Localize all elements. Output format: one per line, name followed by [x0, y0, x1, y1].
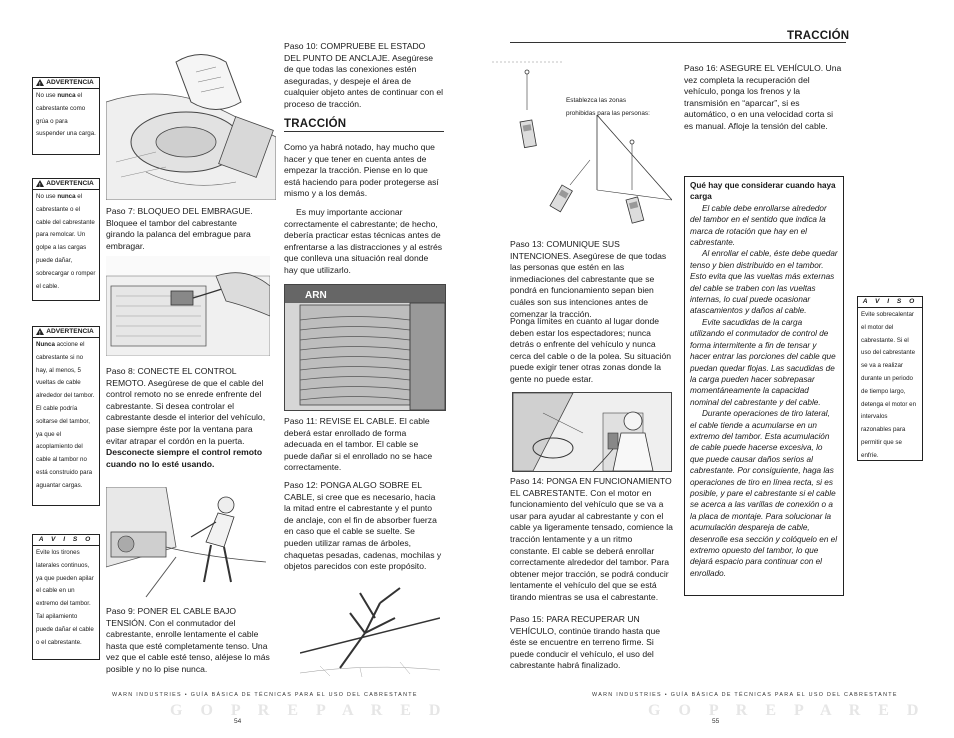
cable-drum-image: [285, 285, 445, 410]
step-15: Paso 15: PARA RECUPERAR UN VEHÍCULO, continúe tirando hasta que éste se encuentre en terreno firme. Si puede conducir el vehículo, el uso del cabrestante habrá finalizado.: [510, 614, 661, 671]
aviso-text: Evite sobrecalentar el motor del cabrestante. Si el uso del cabrestante se va a realizar durante un periodo de tiempo largo, detenga el motor en intervalos razonables para permitir que se enfríe.: [861, 311, 917, 459]
brand-right: G O P R E P A R E D: [648, 702, 926, 719]
section-heading-left: TRACCIÓN: [284, 118, 347, 130]
step-7: Paso 7: BLOQUEO DEL EMBRAGUE. Bloquee el tambor del cabrestante girando la palanca del embrague para embragar.: [106, 206, 253, 251]
section-heading-right: TRACCIÓN: [787, 30, 850, 42]
step-10: Paso 10: COMPRUEBE EL ESTADO DEL PUNTO DE ANCLAJE. Asegúrese de que todas las conexiones estén aseguradas, y despeje el área de cualquier objeto antes de continuar con el proceso de tracción.: [284, 41, 444, 109]
branch-illustration: [300, 578, 440, 678]
svg-text:ARN: ARN: [305, 290, 327, 301]
step-13: Paso 13: COMUNIQUE SUS INTENCIONES. Asegúrese de que todas las personas que estén en las inmediaciones del cabrestante que se pondrá en funcionamiento sepan bien cuáles son sus intenciones antes de comenzar la tracción.: [510, 239, 667, 319]
driver-image: [513, 393, 671, 471]
aviso-header: A V I S O: [858, 297, 922, 308]
warning-box-3: [32, 326, 100, 506]
step-13-paragraph: Ponga límites en cuanto al lugar donde deben estar los espectadores; nunca detrás o enfrente del vehículo y nunca cerca del cable o de la polea. Su situación puede exigir tener otras zonas donde la gente no puede estar.: [510, 316, 671, 384]
aviso-box-left: [32, 534, 100, 660]
warning-icon: !: [36, 79, 44, 86]
considerations-box: [684, 176, 844, 596]
step-12: Paso 12: PONGA ALGO SOBRE EL CABLE, si cree que es necesario, hacia la mitad entre el cabrestante y el punto de anclaje, con el fin de absorber fuerza en caso que el cable se suelte. Se pueden utilizar ramas de árboles, chaquetas pesadas, cadenas, mochilas y objetos parecidos con este propósito.: [284, 480, 442, 572]
warning-icon: !: [36, 328, 44, 335]
zones-caption: Establezca las zonas prohibidas para las personas:: [566, 97, 650, 117]
warning-box-2: [32, 178, 100, 301]
heading-rule-left: [284, 131, 444, 132]
footer-left: WARN INDUSTRIES • GUÍA BÁSICA DE TÉCNICAS PARA EL USO DEL CABRESTANTE: [112, 692, 418, 698]
branch-image: [300, 578, 440, 678]
driver-illustration: [512, 392, 672, 472]
warning-header: ! ADVERTENCIA: [33, 179, 99, 190]
warning-text: No use nunca el cabrestante como grúa o para suspender una carga.: [36, 92, 96, 138]
clutch-illustration: [106, 42, 276, 200]
step-9: Paso 9: PONER EL CABLE BAJO TENSIÓN. Con el conmutador del cabrestante, enrolle lentamente el cable hasta que esté completamente tenso. Una vez que el cable esté tenso, aléjese lo más posible y no lo pise nunca.: [106, 606, 270, 674]
intro-paragraph-2: Es muy importante accionar correctamente el cabrestante; de hecho, debería practicar estas técnicas antes de enfrentarse a las distracciones y al estrés que conlleva una situación real donde hay que utilizarlo.: [284, 207, 443, 275]
safety-zones-diagram: [492, 50, 672, 240]
brand-left: G O P R E P A R E D: [170, 702, 448, 719]
step-16: Paso 16: ASEGURE EL VEHÍCULO. Una vez completa la recuperación del vehículo, ponga los frenos y la transmisión en “aparcar”, si es automático, o en una velocidad corta si es manual. Afloje la tensión del cable.: [684, 63, 842, 131]
warning-text: Nunca accione el cabrestante si no hay, al menos, 5 vueltas de cable alrededor del tambor. El cable podría soltarse del tambor, ya que el acoplamiento del cable al tambor no está construido para aguantar cargas.: [36, 341, 95, 489]
considerations-title: Qué hay que considerar cuando haya carga: [690, 181, 836, 202]
cable-drum-illustration: [284, 284, 446, 411]
zones-image: [492, 50, 672, 240]
page-number-right: 55: [712, 718, 720, 725]
warning-box-1: [32, 77, 100, 155]
step-11: Paso 11: REVISE EL CABLE. El cable deberá estar enrollado de forma adecuada en el tambor. El cable se puede dañar si el enrollado no se hace correctamente.: [284, 416, 433, 473]
step-8: Paso 8: CONECTE EL CONTROL REMOTO. Asegúrese de que el cable del control remoto no se enrede enfrente del cabrestante. Si desea controlar el cabrestante desde el interior del vehículo, pase siempre éste por la ventana para evitar atrapar el cordón en la puerta. Desconecte siempre el control remoto cuando no lo esté usando.: [106, 366, 266, 469]
considerations-p1: El cable debe enrollarse alrededor del tambor en el sentido que indica la marca de rotación que hay en el cabrestante.: [690, 203, 827, 248]
winch-man-illustration: [106, 487, 270, 599]
remote-illustration: [106, 256, 270, 356]
aviso-text: Evite los tirones laterales continuos, ya que pueden apilar el cable en un extremo del tambor. Tal apilamiento puede dañar el cable o el cabrestante.: [36, 549, 94, 646]
footer-right: WARN INDUSTRIES • GUÍA BÁSICA DE TÉCNICAS PARA EL USO DEL CABRESTANTE: [592, 692, 898, 698]
aviso-header: A V I S O: [33, 535, 99, 546]
warning-icon: !: [36, 180, 44, 187]
warning-header: ! ADVERTENCIA: [33, 78, 99, 89]
warning-text: No use nunca el cabrestante o el cable del cabrestante para remolcar. Un golpe a las cargas puede dañar, sobrecargar o romper el cable.: [36, 193, 96, 290]
winch-man-image: [106, 487, 270, 599]
step-14: Paso 14: PONGA EN FUNCIONAMIENTO EL CABRESTANTE. Con el motor en funcionamiento del vehículo que se va a usar para ayudar al cabrestante y con el cable ya ligeramente tensado, comience la tracción lentamente y a un ritmo constante. El cable se deberá enrollar correctamente alrededor del tambor. Para obtener mejor tracción, se podrá conducir lentamente el vehículo del que se está tirando mientras se usa el cabrestante.: [510, 476, 673, 602]
clutch-image: [106, 42, 276, 200]
remote-image: [106, 256, 270, 356]
intro-paragraph-1: Como ya habrá notado, hay mucho que hacer y que tener en cuenta antes de empezar la tracción. Piense en lo que está haciendo para poder protegerse así mismo y a los demás.: [284, 142, 439, 199]
warning-header: ! ADVERTENCIA: [33, 327, 99, 338]
considerations-p4: Durante operaciones de tiro lateral, el cable tiende a acumularse en un extremo del tambor. Esta acumulación de cable puede hacerse excesiva, lo que puede causar daños serios al cabrestante. Por consiguiente, haga las operaciones de tiro en línea recta, si es posible, y pare el cabrestante si el cable se acerca a las varillas de conexión o a la placa de montaje. Para solucionar la acumulación despareja de cable, desenrolle esa sección y colóquelo en el extremo opuesto del tambor, lo que dejará espacio para continuar con el enrollado.: [690, 409, 838, 578]
page-number-left: 54: [234, 718, 242, 725]
considerations-p2: Al enrollar el cable, éste debe quedar tenso y bien distribuido en el tambor. Esto evita que las vueltas más externas del cable se traben con las vueltas internas, lo cual puede ocasionar atascamientos y daños al cable.: [690, 249, 838, 316]
considerations-p3: Evite sacudidas de la carga utilizando el conmutador de control de forma intermitente a fin de tensar y hacer entrar las porciones del cable que puedan quedar flojas. Las sacudidas de la carga pueden hacer sobrepasar momentáneamente la capacidad nominal del cabrestante y del cable.: [690, 317, 836, 407]
heading-rule-right: [510, 42, 846, 43]
aviso-box-right: [857, 296, 923, 461]
